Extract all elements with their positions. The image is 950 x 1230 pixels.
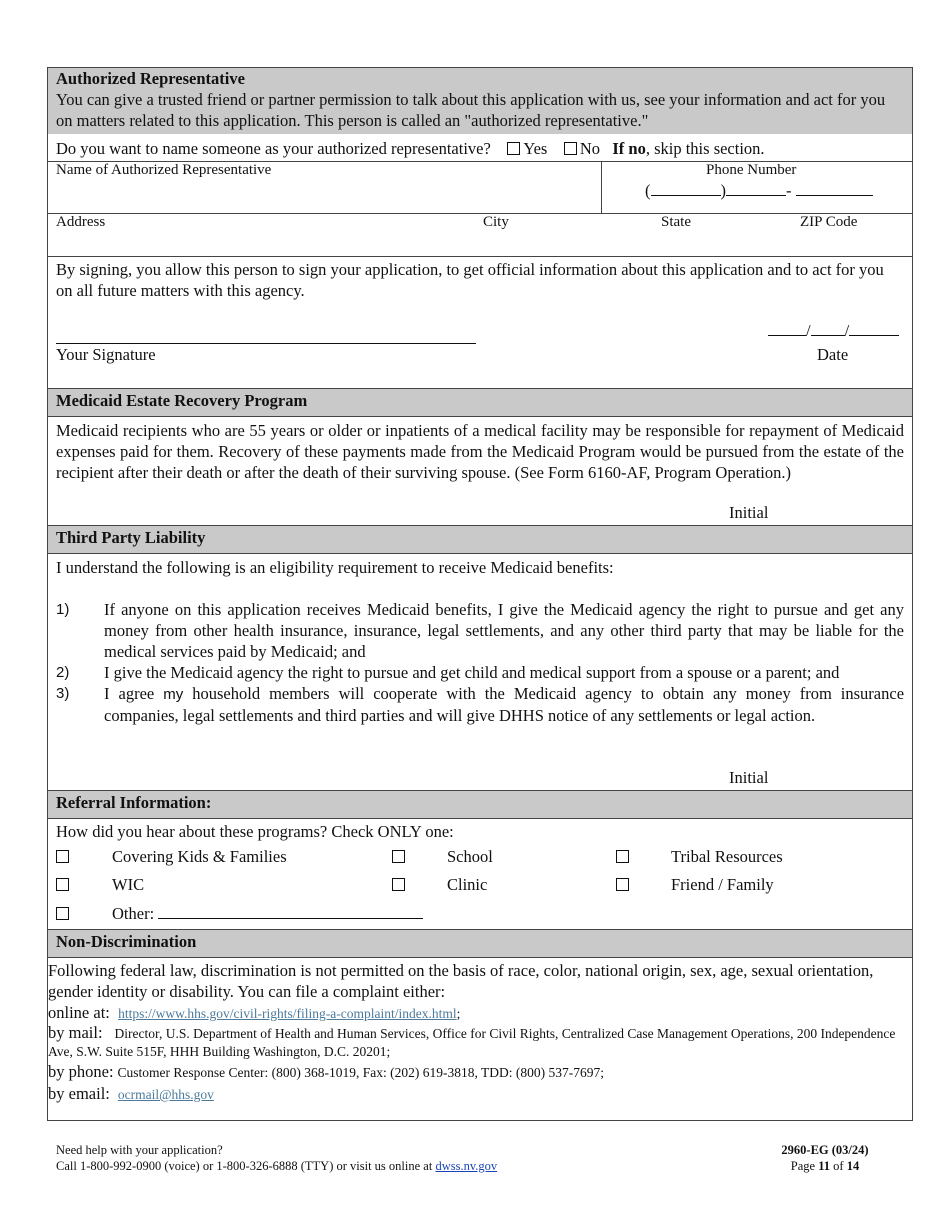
- of-word: of: [833, 1159, 844, 1173]
- referral-option-other[interactable]: [56, 904, 436, 924]
- tpl-intro: I understand the following is an eligibility requirement to receive Medicaid benefits:: [56, 558, 614, 577]
- estate-title: Medicaid Estate Recovery Program: [48, 389, 912, 417]
- third-party-liability-section: [48, 526, 912, 791]
- option-label: Covering Kids & Families: [112, 847, 287, 866]
- list-item: [48, 662, 912, 683]
- rep-name-field[interactable]: [48, 162, 601, 213]
- email-link[interactable]: ocrmail@hhs.gov: [117, 1087, 214, 1102]
- referral-option-wic[interactable]: [56, 875, 145, 895]
- footer-site-link[interactable]: dwss.nv.gov: [435, 1159, 498, 1173]
- estate-recovery-section: [48, 389, 912, 526]
- tpl-list: [48, 599, 912, 726]
- option-label: School: [447, 847, 493, 866]
- phone-label-nd: by phone:: [48, 1062, 114, 1081]
- tpl-title: Third Party Liability: [48, 526, 912, 554]
- yes-label: Yes: [523, 139, 548, 158]
- footer-help: [56, 1142, 497, 1174]
- other-label: Other:: [112, 904, 155, 923]
- auth-rep-intro: You can give a trusted friend or partner permission to talk about this application with us, see your information and act for you on matters related to this application. This person is called an "authorized representative.": [56, 90, 886, 130]
- item-text-my: my: [163, 686, 184, 703]
- nondisc-text: Following federal law, discrimination is not permitted on the basis of race, color, national origin, sex, age, sexual orientation, gender identity or disability. You can file a complaint either:: [48, 961, 874, 1001]
- signature-label: Your Signature: [56, 345, 156, 364]
- address-label: Address: [56, 214, 106, 230]
- item-number: 3): [56, 685, 70, 702]
- option-label: Tribal Resources: [671, 847, 783, 866]
- name-phone-row: [48, 162, 912, 214]
- nondisc-title: Non-Discrimination: [48, 930, 912, 958]
- referral-option-clinic[interactable]: [392, 875, 488, 895]
- phone-dash: -: [786, 181, 792, 200]
- page-number: 11: [818, 1159, 831, 1173]
- auth-rep-title: Authorized Representative: [56, 69, 245, 88]
- page-word: Page: [790, 1159, 816, 1173]
- phone-label: Phone Number: [706, 162, 797, 178]
- referral-option-covering-kids[interactable]: [56, 847, 287, 867]
- auth-rep-question: Do you want to name someone as your authorized representative?: [56, 139, 491, 158]
- list-item: [48, 683, 912, 726]
- signing-text: By signing, you allow this person to sign your application, to get official information about this application and to act for you on all future matters with this agency.: [56, 260, 884, 300]
- date-label: Date: [817, 345, 849, 364]
- item-text: I agree: [104, 684, 155, 703]
- date-blanks[interactable]: [768, 321, 899, 341]
- no-label: No: [579, 139, 600, 158]
- auth-rep-question-row: [48, 133, 912, 162]
- rep-name-label: Name of Authorized Representative: [56, 162, 272, 178]
- list-item: [48, 599, 912, 662]
- phone-text: Customer Response Center: (800) 368-1019, Fax: (202) 619-3818, TDD: (800) 537-7697;: [117, 1065, 604, 1080]
- phone-field[interactable]: [602, 162, 914, 213]
- form-id: 2960-EG (03/24): [781, 1143, 869, 1157]
- auth-rep-header: [48, 68, 912, 133]
- phone-blanks: ( ) -: [645, 181, 873, 201]
- mail-text: Director, U.S. Department of Health and Human Services, Office for Civil Rights, Centralized Case Management Operations, 200 Independence Ave, S.W. Suite 515F, HHH Building Washington, D.C. 20201;: [48, 1026, 896, 1059]
- skip-rest: , skip this section.: [645, 139, 765, 158]
- application-form-page: [47, 67, 913, 1121]
- city-label: City: [483, 214, 509, 230]
- zip-label: ZIP Code: [800, 214, 858, 230]
- nondisc-email-row: [48, 1083, 912, 1105]
- mail-label: by mail:: [48, 1023, 103, 1042]
- page-total: 14: [846, 1159, 860, 1173]
- online-label: online at:: [48, 1003, 110, 1022]
- nondisc-mail-row: [48, 1024, 912, 1061]
- item-text: If anyone on this application receives Medicaid benefits, I give the Medicaid agency the right to pursue and get any money from other health insurance, insurance, legal settlements, and any other third party that may be liable for the medical services paid by Medicaid; and: [104, 600, 904, 661]
- no-checkbox[interactable]: [564, 142, 577, 155]
- item-text: household members will cooperate with the Medicaid agency to obtain any money from insurance companies, legal settlements and third parties and will give DHHS notice of any settlements or legal action.: [104, 684, 905, 725]
- referral-option-friend-family[interactable]: [616, 875, 774, 895]
- referral-title: Referral Information:: [48, 791, 912, 819]
- referral-option-school[interactable]: [392, 847, 493, 867]
- date-slash-1: /: [806, 321, 811, 340]
- signature-row: [48, 257, 912, 389]
- item-number: 1): [56, 601, 70, 618]
- email-label: by email:: [48, 1084, 110, 1103]
- item-number: 2): [56, 664, 70, 681]
- footer-call-text: Call 1-800-992-0900 (voice) or 1-800-326-6888 (TTY) or visit us online at: [56, 1159, 433, 1173]
- state-label: State: [661, 214, 691, 230]
- option-label: Clinic: [447, 875, 488, 894]
- referral-question: How did you hear about these programs? Check ONLY one:: [56, 822, 454, 841]
- estate-text: Medicaid recipients who are 55 years or older or inpatients of a medical facility may be responsible for repayment of Medicaid expenses paid for them. Recovery of these payments made from the Medicaid Program would be pursued from the estate of the recipient after their death or after the death of their surviving spouse. (See Form 6160-AF, Program Operation.): [56, 421, 904, 482]
- other-line[interactable]: [158, 918, 423, 919]
- estate-initial-label[interactable]: Initial: [729, 503, 769, 522]
- skip-bold: If no: [612, 139, 646, 158]
- footer-form-info: [760, 1142, 890, 1174]
- date-slash-2: /: [844, 321, 850, 340]
- footer-help-line: Need help with your application?: [56, 1143, 223, 1157]
- address-field[interactable]: [48, 214, 913, 256]
- address-row: [48, 214, 912, 257]
- yes-checkbox[interactable]: [507, 142, 520, 155]
- semicolon: ;: [456, 1006, 461, 1021]
- tpl-initial-label[interactable]: Initial: [729, 768, 769, 787]
- referral-section: [48, 791, 912, 930]
- complaint-link[interactable]: https://www.hhs.gov/civil-rights/filing-a-complaint/index.html: [118, 1006, 457, 1021]
- nondisc-phone-row: [48, 1061, 912, 1083]
- referral-option-tribal[interactable]: [616, 847, 783, 867]
- option-label: WIC: [112, 875, 145, 894]
- signature-line[interactable]: [56, 343, 476, 344]
- nondisc-online-row: [48, 1002, 912, 1024]
- item-text: I give the Medicaid agency the right to pursue and get child and medical support from a spouse or a parent; and: [104, 663, 840, 682]
- option-label: Friend / Family: [671, 875, 774, 894]
- non-discrimination-section: [48, 930, 912, 1120]
